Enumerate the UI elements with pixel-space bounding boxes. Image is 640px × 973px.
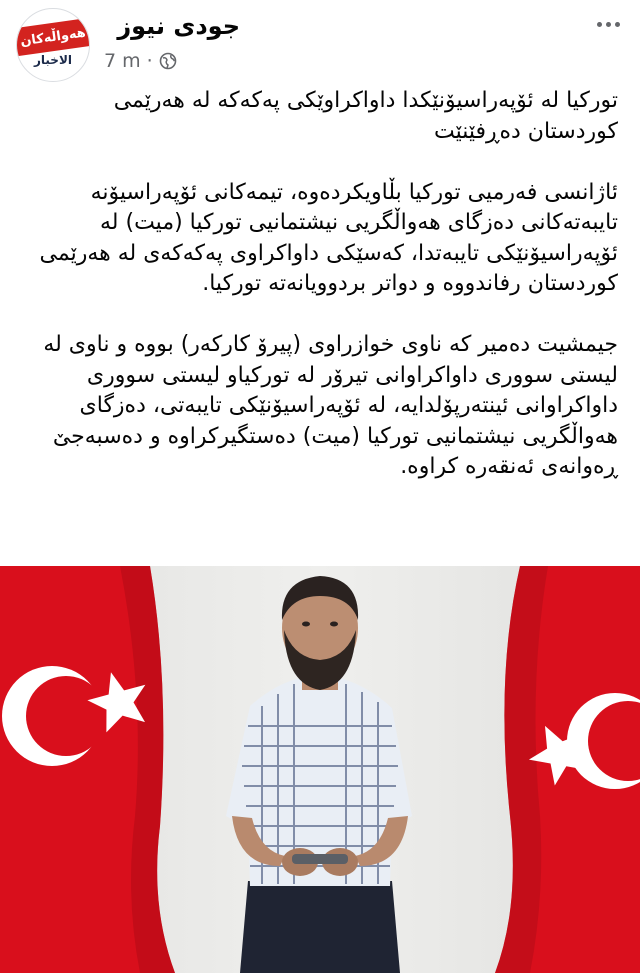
logo-band: [16, 18, 90, 57]
post-paragraph: جیمشیت دەمیر کە ناوی خوازراوی (پیرۆ کارکەر) بووە و ناوی لە لیستی سووری داواکراوانی تیرۆر لە تورکیاو لیستی سووری داواکراوانی ئینتەرپۆلدایە، لە ئۆپەراسیۆنێکی تایبەتی، دەزگای هەواڵگریی نیشتمانیی تورکیا (میت) دەستگیرکراوە و دەسبەجێ ڕەوانەی ئەنقەرە کراوە.: [43, 332, 618, 479]
logo-subtext: الاخبار: [33, 53, 72, 67]
post-meta: [104, 50, 177, 72]
post-title: تورکیا لە ئۆپەراسیۆنێکدا داواکراوێکی پەکەکە لە هەرێمی کوردستان دەڕفێنێت: [113, 88, 618, 144]
post-body: [20, 86, 618, 483]
page-name[interactable]: جودی نیوز: [117, 12, 240, 40]
turkish-flag-left: [0, 566, 175, 973]
post-time[interactable]: 7 m: [104, 50, 141, 72]
photo-illustration: [0, 566, 640, 973]
page-avatar[interactable]: [16, 8, 90, 82]
post-header: [0, 0, 640, 90]
man-figure: [226, 576, 412, 973]
post-photo[interactable]: [0, 566, 640, 973]
more-options-icon[interactable]: [588, 12, 628, 36]
meta-separator: ·: [146, 50, 153, 72]
turkish-flag-right: [495, 566, 640, 973]
logo-text: هەواڵەکان: [19, 24, 87, 50]
post-paragraph: ئاژانسی فەرمیی تورکیا بڵاویکردەوە، تیمەکانی ئۆپەراسیۆنە تایبەتەکانی دەزگای هەواڵگریی نیشتمانیی تورکیا (میت) لە ئۆپەراسیۆنێکی تایبەتدا، کەسێکی داواکراوی پەکەکەی لە هەرێمی کوردستان رفاندووە و دواتر بردوویانەتە تورکیا.: [39, 179, 618, 296]
globe-icon[interactable]: [159, 52, 177, 70]
